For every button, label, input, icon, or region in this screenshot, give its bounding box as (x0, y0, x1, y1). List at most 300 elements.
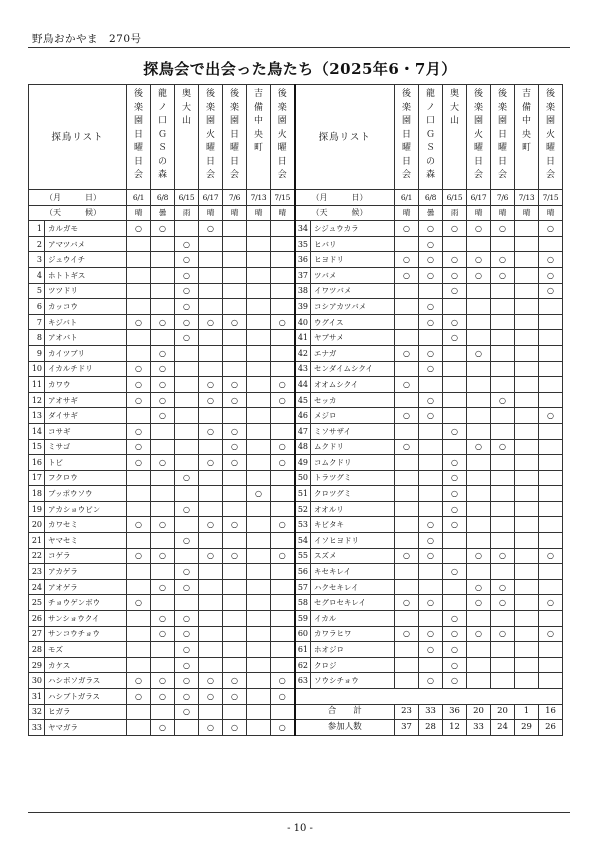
species-name: トビ (45, 455, 127, 471)
species-number: 17 (29, 470, 45, 486)
event-name-header (467, 85, 491, 190)
header-divider (28, 47, 570, 48)
event-weather: 晴 (491, 205, 515, 221)
table-row (29, 673, 563, 689)
sighting-mark: ○ (443, 564, 467, 580)
sighting-mark: ○ (395, 267, 419, 283)
sighting-cell (395, 673, 419, 689)
species-name: トラツグミ (311, 470, 395, 486)
sighting-mark: ○ (419, 533, 443, 549)
sighting-cell (515, 548, 539, 564)
event-date: 6/15 (443, 190, 467, 206)
sighting-cell (395, 657, 419, 673)
event-date: 6/15 (175, 190, 199, 206)
sighting-cell (515, 236, 539, 252)
sighting-cell (491, 236, 515, 252)
sighting-cell (127, 252, 151, 268)
sighting-mark: ○ (271, 720, 295, 736)
sighting-cell (247, 221, 271, 237)
table-row (29, 299, 563, 315)
event-name-header (443, 85, 467, 190)
species-name: クロツグミ (311, 486, 395, 502)
sighting-mark: ○ (443, 252, 467, 268)
sighting-cell (223, 501, 247, 517)
event-weather: 晴 (223, 205, 247, 221)
sighting-cell (151, 704, 175, 720)
sighting-mark: ○ (175, 236, 199, 252)
event-date: 6/1 (127, 190, 151, 206)
sighting-cell (443, 361, 467, 377)
table-row (29, 314, 563, 330)
sighting-mark: ○ (127, 361, 151, 377)
event-name-header (539, 85, 563, 190)
event-weather: 晴 (247, 205, 271, 221)
sighting-cell (467, 533, 491, 549)
event-name-header (395, 85, 419, 190)
sighting-mark: ○ (199, 673, 223, 689)
event-weather: 雨 (175, 205, 199, 221)
sighting-cell (491, 611, 515, 627)
sighting-mark: ○ (539, 408, 563, 424)
sighting-mark: ○ (199, 455, 223, 471)
sighting-cell (247, 626, 271, 642)
sighting-mark: ○ (151, 392, 175, 408)
event-name-header (151, 85, 175, 190)
sighting-cell (199, 470, 223, 486)
sighting-mark: ○ (395, 377, 419, 393)
species-number: 29 (29, 657, 45, 673)
species-name: ダイサギ (45, 408, 127, 424)
sighting-cell (491, 345, 515, 361)
sighting-mark: ○ (199, 689, 223, 705)
sighting-cell (491, 377, 515, 393)
sighting-mark: ○ (127, 517, 151, 533)
sighting-cell (127, 283, 151, 299)
sighting-cell (515, 423, 539, 439)
event-name-header (223, 85, 247, 190)
sighting-mark: ○ (491, 579, 515, 595)
sighting-cell (151, 439, 175, 455)
sighting-mark: ○ (419, 642, 443, 658)
species-number: 43 (295, 361, 311, 377)
sighting-mark: ○ (419, 314, 443, 330)
sighting-cell (491, 564, 515, 580)
sighting-cell (175, 439, 199, 455)
sighting-cell (443, 595, 467, 611)
sighting-cell (539, 330, 563, 346)
species-number: 57 (295, 579, 311, 595)
species-number: 42 (295, 345, 311, 361)
sighting-cell (247, 517, 271, 533)
sighting-mark: ○ (443, 470, 467, 486)
sighting-cell (175, 361, 199, 377)
sighting-mark: ○ (127, 392, 151, 408)
sighting-mark: ○ (127, 314, 151, 330)
event-name: 後 楽 園 日 曜 日 会 (497, 89, 507, 180)
footer-divider (28, 812, 570, 813)
table-row (29, 486, 563, 502)
species-name: コゲラ (45, 548, 127, 564)
sighting-cell (223, 283, 247, 299)
table-row (29, 283, 563, 299)
sighting-cell (247, 423, 271, 439)
sighting-mark: ○ (223, 392, 247, 408)
sighting-cell (127, 704, 151, 720)
sighting-mark: ○ (247, 486, 271, 502)
species-number: 60 (295, 626, 311, 642)
sighting-cell (223, 470, 247, 486)
species-name: カワウ (45, 377, 127, 393)
sighting-cell (223, 221, 247, 237)
table-row (29, 579, 563, 595)
sighting-cell (539, 299, 563, 315)
sighting-cell (175, 517, 199, 533)
sighting-cell (151, 299, 175, 315)
event-weather: 曇 (151, 205, 175, 221)
sighting-cell (247, 564, 271, 580)
sighting-mark: ○ (151, 314, 175, 330)
sighting-cell (491, 330, 515, 346)
sighting-cell (515, 486, 539, 502)
sighting-cell (515, 626, 539, 642)
sighting-cell (151, 423, 175, 439)
species-number: 27 (29, 626, 45, 642)
sighting-mark: ○ (491, 267, 515, 283)
sighting-mark: ○ (491, 548, 515, 564)
participants-label: 参加人数 (295, 720, 395, 736)
sighting-mark: ○ (175, 330, 199, 346)
species-name: アマツバメ (45, 236, 127, 252)
sighting-cell (151, 564, 175, 580)
sighting-cell (467, 642, 491, 658)
sighting-cell (515, 408, 539, 424)
sighting-cell (199, 267, 223, 283)
sighting-mark: ○ (491, 626, 515, 642)
sighting-cell (127, 299, 151, 315)
sighting-cell (515, 595, 539, 611)
sighting-cell (395, 236, 419, 252)
event-weather: 晴 (515, 205, 539, 221)
species-number: 37 (295, 267, 311, 283)
sighting-mark: ○ (199, 548, 223, 564)
sighting-mark: ○ (175, 611, 199, 627)
sighting-mark: ○ (151, 626, 175, 642)
species-name: シジュウカラ (311, 221, 395, 237)
species-number: 50 (295, 470, 311, 486)
event-weather: 晴 (467, 205, 491, 221)
table-row (29, 439, 563, 455)
bird-survey-table (28, 84, 563, 736)
species-number: 15 (29, 439, 45, 455)
sighting-mark: ○ (467, 439, 491, 455)
table-row (29, 548, 563, 564)
sighting-cell (175, 720, 199, 736)
species-name: ソウシチョウ (311, 673, 395, 689)
sighting-cell (515, 439, 539, 455)
sighting-cell (467, 611, 491, 627)
sighting-cell (199, 626, 223, 642)
sighting-cell (419, 439, 443, 455)
sighting-cell (395, 392, 419, 408)
species-name: イカル (311, 611, 395, 627)
sighting-cell (419, 564, 443, 580)
event-date: 7/13 (515, 190, 539, 206)
sighting-mark: ○ (271, 673, 295, 689)
sighting-cell (223, 330, 247, 346)
sighting-cell (515, 392, 539, 408)
sighting-cell (419, 657, 443, 673)
sighting-cell (491, 423, 515, 439)
sighting-mark: ○ (271, 314, 295, 330)
sighting-cell (127, 501, 151, 517)
species-number: 41 (295, 330, 311, 346)
event-name: 後 楽 園 日 曜 日 会 (401, 89, 411, 180)
event-name-header (199, 85, 223, 190)
sighting-mark: ○ (175, 470, 199, 486)
species-name: ホオジロ (311, 642, 395, 658)
sighting-mark: ○ (539, 283, 563, 299)
sighting-mark: ○ (223, 548, 247, 564)
sighting-cell (271, 501, 295, 517)
sighting-cell (223, 626, 247, 642)
sighting-mark: ○ (223, 455, 247, 471)
sighting-cell (199, 283, 223, 299)
sighting-cell (539, 236, 563, 252)
sighting-mark: ○ (199, 423, 223, 439)
species-number: 49 (295, 455, 311, 471)
table-row (29, 455, 563, 471)
sighting-cell (247, 595, 271, 611)
species-number: 55 (295, 548, 311, 564)
sighting-cell (515, 673, 539, 689)
species-name: キセキレイ (311, 564, 395, 580)
sighting-mark: ○ (175, 501, 199, 517)
sighting-mark: ○ (127, 689, 151, 705)
sighting-cell (539, 314, 563, 330)
species-name: キジバト (45, 314, 127, 330)
sighting-cell (271, 626, 295, 642)
species-name: フクロウ (45, 470, 127, 486)
sighting-mark: ○ (419, 626, 443, 642)
species-name: オオルリ (311, 501, 395, 517)
table-row (29, 252, 563, 268)
sighting-cell (247, 657, 271, 673)
event-date: 7/6 (491, 190, 515, 206)
sighting-mark: ○ (175, 626, 199, 642)
sighting-cell (419, 470, 443, 486)
sighting-cell (127, 579, 151, 595)
sighting-cell (491, 361, 515, 377)
sighting-cell (199, 408, 223, 424)
sighting-cell (151, 642, 175, 658)
sighting-mark: ○ (419, 345, 443, 361)
sighting-cell (247, 455, 271, 471)
sighting-cell (223, 267, 247, 283)
table-row (29, 423, 563, 439)
sighting-cell (247, 501, 271, 517)
sighting-cell (223, 611, 247, 627)
sighting-cell (443, 533, 467, 549)
sighting-mark: ○ (419, 221, 443, 237)
date-label: （月 日） (29, 190, 127, 206)
sighting-cell (223, 408, 247, 424)
sighting-cell (151, 236, 175, 252)
table-row (29, 704, 563, 720)
species-number: 8 (29, 330, 45, 346)
event-name: 龍 ノ 口 Ｇ Ｓ の 森 (157, 89, 167, 180)
species-name: ホトトギス (45, 267, 127, 283)
sighting-mark: ○ (443, 423, 467, 439)
sighting-mark: ○ (395, 626, 419, 642)
sighting-cell (271, 470, 295, 486)
sighting-cell (443, 345, 467, 361)
sighting-cell (491, 299, 515, 315)
species-number: 36 (295, 252, 311, 268)
event-name-header (247, 85, 271, 190)
species-name: アカゲラ (45, 564, 127, 580)
event-name-header (515, 85, 539, 190)
participant-count: 26 (539, 720, 563, 736)
species-name: クロジ (311, 657, 395, 673)
table-row (29, 720, 563, 736)
species-name: サンショウクイ (45, 611, 127, 627)
sighting-cell (515, 221, 539, 237)
sighting-mark: ○ (127, 439, 151, 455)
sighting-cell (539, 533, 563, 549)
sighting-cell (539, 361, 563, 377)
species-number: 47 (295, 423, 311, 439)
sighting-cell (467, 236, 491, 252)
sighting-cell (467, 470, 491, 486)
sighting-mark: ○ (151, 408, 175, 424)
sighting-cell (175, 595, 199, 611)
sighting-cell (443, 579, 467, 595)
sighting-cell (271, 486, 295, 502)
sighting-cell (539, 564, 563, 580)
empty-cell (295, 689, 563, 705)
species-name: ミソサザイ (311, 423, 395, 439)
sighting-mark: ○ (151, 689, 175, 705)
sighting-cell (271, 267, 295, 283)
sighting-cell (491, 642, 515, 658)
sighting-mark: ○ (467, 267, 491, 283)
species-number: 56 (295, 564, 311, 580)
sighting-cell (395, 611, 419, 627)
species-name: ハシボソガラス (45, 673, 127, 689)
sighting-cell (515, 579, 539, 595)
sighting-cell (539, 642, 563, 658)
sighting-mark: ○ (151, 221, 175, 237)
event-name: 後 楽 園 火 曜 日 会 (277, 89, 287, 180)
sighting-cell (539, 377, 563, 393)
sighting-mark: ○ (443, 626, 467, 642)
sighting-cell (467, 377, 491, 393)
sighting-mark: ○ (175, 642, 199, 658)
sighting-mark: ○ (199, 392, 223, 408)
species-number: 11 (29, 377, 45, 393)
sighting-cell (223, 236, 247, 252)
sighting-cell (419, 501, 443, 517)
species-number: 51 (295, 486, 311, 502)
sighting-mark: ○ (127, 423, 151, 439)
sighting-mark: ○ (199, 517, 223, 533)
sighting-mark: ○ (151, 579, 175, 595)
sighting-cell (127, 720, 151, 736)
sighting-mark: ○ (175, 657, 199, 673)
sighting-cell (467, 423, 491, 439)
sighting-mark: ○ (467, 595, 491, 611)
species-name: スズメ (311, 548, 395, 564)
sighting-mark: ○ (491, 392, 515, 408)
sighting-mark: ○ (467, 548, 491, 564)
species-name: アオサギ (45, 392, 127, 408)
species-name: ヒヨドリ (311, 252, 395, 268)
sighting-mark: ○ (127, 673, 151, 689)
sighting-mark: ○ (271, 439, 295, 455)
sighting-cell (515, 517, 539, 533)
event-name: 後 楽 園 火 曜 日 会 (545, 89, 555, 180)
sighting-cell (539, 439, 563, 455)
sighting-mark: ○ (539, 595, 563, 611)
sighting-cell (247, 689, 271, 705)
sighting-cell (247, 267, 271, 283)
sighting-cell (223, 564, 247, 580)
sighting-mark: ○ (223, 720, 247, 736)
sighting-mark: ○ (419, 361, 443, 377)
species-number: 16 (29, 455, 45, 471)
sighting-cell (539, 486, 563, 502)
species-number: 35 (295, 236, 311, 252)
event-name: 奥 大 山 (449, 89, 459, 126)
sighting-mark: ○ (395, 408, 419, 424)
sighting-mark: ○ (175, 314, 199, 330)
sighting-cell (491, 673, 515, 689)
total-count: 36 (443, 704, 467, 720)
event-date: 6/17 (199, 190, 223, 206)
sighting-cell (199, 330, 223, 346)
event-date: 7/15 (271, 190, 295, 206)
sighting-cell (247, 548, 271, 564)
species-number: 34 (295, 221, 311, 237)
page-number: - 10 - (287, 823, 313, 834)
sighting-mark: ○ (443, 267, 467, 283)
sighting-cell (247, 330, 271, 346)
sighting-mark: ○ (419, 236, 443, 252)
species-name: ハクセキレイ (311, 579, 395, 595)
sighting-cell (467, 564, 491, 580)
species-name: カワラヒワ (311, 626, 395, 642)
species-number: 53 (295, 517, 311, 533)
species-name: カッコウ (45, 299, 127, 315)
sighting-cell (199, 579, 223, 595)
sighting-cell (467, 486, 491, 502)
species-name: ハシブトガラス (45, 689, 127, 705)
sighting-cell (175, 423, 199, 439)
table-row (29, 642, 563, 658)
sighting-mark: ○ (223, 314, 247, 330)
sighting-cell (395, 314, 419, 330)
sighting-mark: ○ (151, 548, 175, 564)
species-number: 63 (295, 673, 311, 689)
table-row (29, 626, 563, 642)
species-number: 62 (295, 657, 311, 673)
sighting-mark: ○ (151, 517, 175, 533)
sighting-mark: ○ (467, 221, 491, 237)
sighting-mark: ○ (175, 673, 199, 689)
species-name: チョウゲンボウ (45, 595, 127, 611)
sighting-cell (175, 455, 199, 471)
sighting-cell (467, 673, 491, 689)
